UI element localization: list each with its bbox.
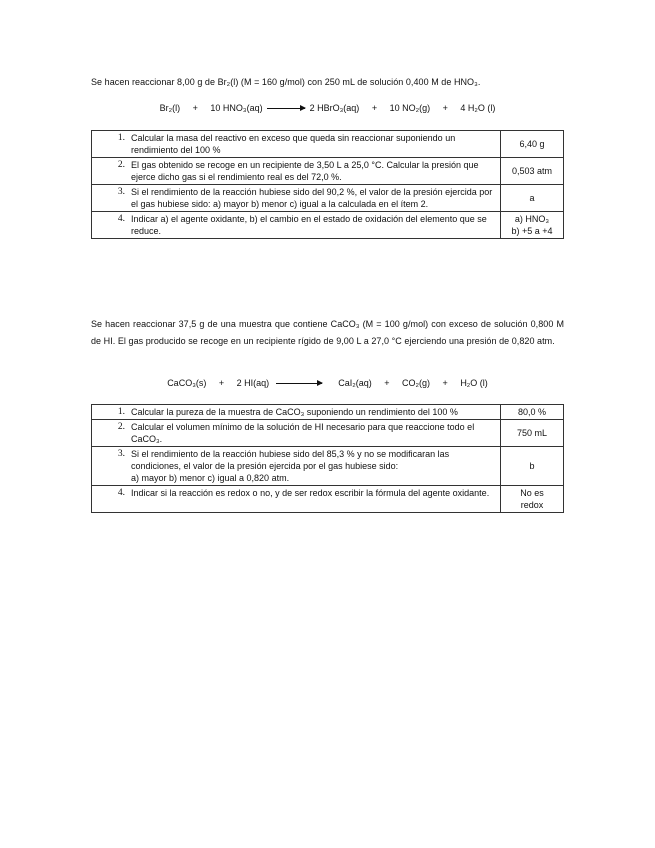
reaction-1-product-1: 2 HBrO₃(aq) (309, 103, 360, 113)
row-question: Calcular el volumen mínimo de la solución de HI necesario para que reaccione todo el CaCO₃. (129, 420, 501, 447)
problem-2 (91, 316, 564, 350)
row-number: 1. (92, 131, 130, 158)
row-answer: 80,0 % (501, 405, 564, 420)
row-number: 2. (92, 420, 130, 447)
row-question: Calcular la pureza de la muestra de CaCO₃ suponiendo un rendimiento del 100 % (129, 405, 501, 420)
reaction-2-reactant-2: 2 HI(aq) (236, 378, 270, 388)
problem-1-table-wrap (91, 130, 564, 239)
reaction-2-reactant-1: CaCO₃(s) (167, 378, 207, 388)
table-row (92, 405, 564, 420)
problem-1-reaction: Br₂(l) + 10 HNO₃(aq) 2 HBrO₃(aq) + 10 NO₂(g) + 4 H₂O (l) (159, 103, 496, 113)
table-row (92, 212, 564, 239)
problem-1-table (91, 130, 564, 239)
reaction-2-product-2: CO₂(g) (402, 378, 431, 388)
row-question: El gas obtenido se recoge en un recipiente de 3,50 L a 25,0 °C. Calcular la presión que ejerce dicho gas si el rendimiento real es del 72,0 %. (129, 158, 501, 185)
row-question: Indicar a) el agente oxidante, b) el cambio en el estado de oxidación del elemento que se reduce. (129, 212, 501, 239)
problem-1 (91, 74, 564, 91)
reaction-1-reactant-2: 10 HNO₃(aq) (210, 103, 263, 113)
answer-line: redox (520, 500, 544, 510)
row-answer (501, 486, 564, 513)
reaction-arrow-icon (267, 108, 305, 109)
question-line: a) mayor b) menor c) igual a 0,820 atm. (131, 473, 290, 483)
row-answer: a (501, 185, 564, 212)
row-question: Calcular la masa del reactivo en exceso que queda sin reaccionar suponiendo un rendimiento del 100 % (129, 131, 501, 158)
row-number: 4. (92, 486, 130, 513)
row-answer: b (501, 447, 564, 486)
row-number: 3. (92, 447, 130, 486)
row-number: 1. (92, 405, 130, 420)
row-question: Si el rendimiento de la reacción hubiese sido del 90,2 %, el valor de la presión ejercida por el gas hubiese sido: a) mayor b) menor c) igual a la calculada en el ítem 2. (129, 185, 501, 212)
row-question: Indicar si la reacción es redox o no, y de ser redox escribir la fórmula del agente oxidante. (129, 486, 501, 513)
problem-2-table (91, 404, 564, 513)
row-answer (501, 212, 564, 239)
row-question (129, 447, 501, 486)
table-row (92, 447, 564, 486)
problem-2-reaction: CaCO₃(s) + 2 HI(aq) CaI₂(aq) + CO₂(g) + H₂O (l) (167, 378, 488, 388)
reaction-2-product-1: CaI₂(aq) (338, 378, 372, 388)
table-row (92, 131, 564, 158)
problem-2-intro: Se hacen reaccionar 37,5 g de una muestra que contiene CaCO₃ (M = 100 g/mol) con exceso de solución 0,800 M de HI. El gas producido se recoge en un recipiente rígido de 9,00 L a 27,0 °C ejerciendo una presión de 0,820 atm. (91, 319, 564, 346)
question-line: Si el rendimiento de la reacción hubiese sido del 85,3 % y no se modificaran las condiciones, el valor de la presión ejercida por el gas hubiese sido: (131, 449, 450, 471)
table-row (92, 158, 564, 185)
row-number: 3. (92, 185, 130, 212)
reaction-1-reactant-1: Br₂(l) (159, 103, 181, 113)
table-row (92, 486, 564, 513)
reaction-1-product-3: 4 H₂O (l) (460, 103, 496, 113)
problem-1-intro: Se hacen reaccionar 8,00 g de Br₂(l) (M = 160 g/mol) con 250 mL de solución 0,400 M de HNO₃. (91, 77, 481, 87)
row-answer: 6,40 g (501, 131, 564, 158)
row-number: 2. (92, 158, 130, 185)
table-row (92, 185, 564, 212)
row-answer: 750 mL (501, 420, 564, 447)
reaction-arrow-icon (276, 383, 322, 384)
answer-line: No es (520, 488, 544, 498)
answer-line: a) HNO₃ (514, 214, 550, 224)
problem-2-table-wrap (91, 404, 564, 513)
reaction-2-product-3: H₂O (l) (460, 378, 488, 388)
row-answer: 0,503 atm (501, 158, 564, 185)
table-row (92, 420, 564, 447)
answer-line: b) +5 a +4 (511, 226, 553, 236)
row-number: 4. (92, 212, 130, 239)
reaction-1-product-2: 10 NO₂(g) (389, 103, 431, 113)
